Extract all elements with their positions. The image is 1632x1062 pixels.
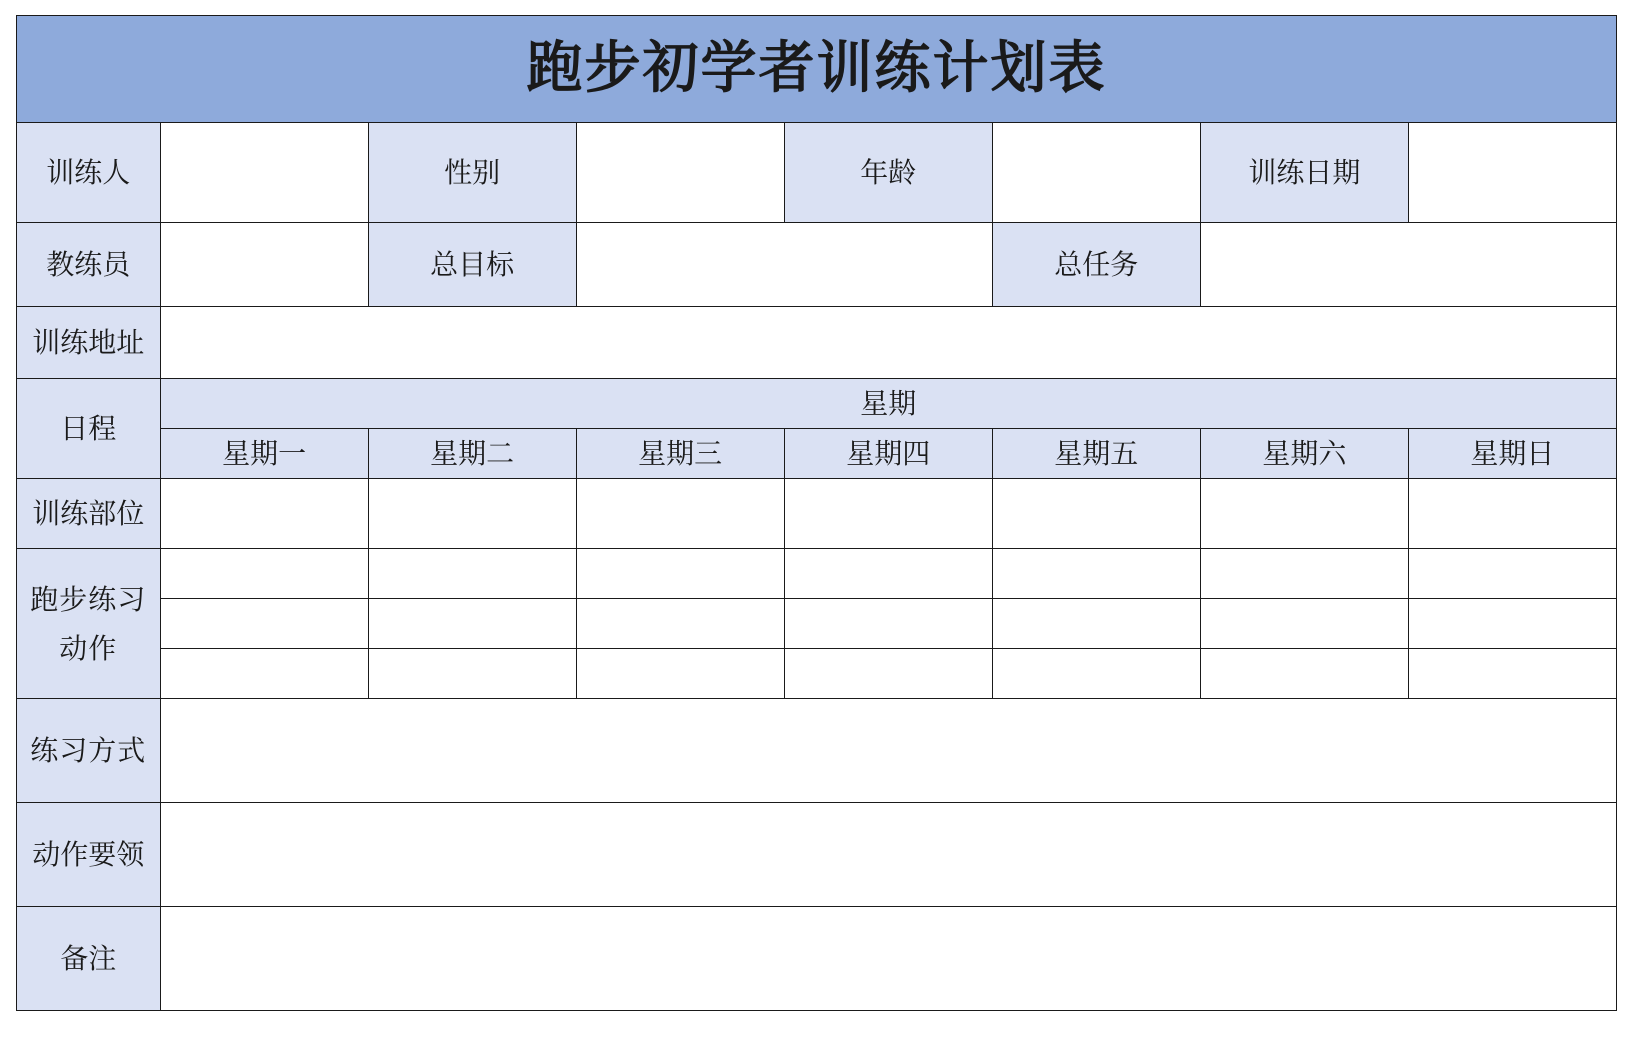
gender-field[interactable] xyxy=(576,123,784,223)
running-moves-cell[interactable] xyxy=(368,599,576,649)
running-moves-cell[interactable] xyxy=(784,649,992,699)
training-part-cell[interactable] xyxy=(576,479,784,549)
training-part-cell[interactable] xyxy=(160,479,368,549)
running-moves-label-line2: 动作 xyxy=(59,631,118,665)
running-moves-label-line1: 跑步练习 xyxy=(30,582,147,616)
notes-field[interactable] xyxy=(160,907,1616,1011)
training-part-cell[interactable] xyxy=(1200,479,1408,549)
running-moves-cell[interactable] xyxy=(1408,649,1616,699)
running-moves-cell[interactable] xyxy=(992,599,1200,649)
running-moves-cell[interactable] xyxy=(576,649,784,699)
running-moves-cell[interactable] xyxy=(784,599,992,649)
running-moves-cell[interactable] xyxy=(1200,549,1408,599)
training-part-cell[interactable] xyxy=(992,479,1200,549)
running-moves-cell[interactable] xyxy=(992,649,1200,699)
page-title: 跑步初学者训练计划表 xyxy=(17,16,1617,123)
running-moves-cell[interactable] xyxy=(576,549,784,599)
move-essentials-label: 动作要领 xyxy=(17,803,161,907)
training-part-cell[interactable] xyxy=(368,479,576,549)
training-part-label: 训练部位 xyxy=(17,479,161,549)
coach-field[interactable] xyxy=(160,223,368,307)
weekday-header: 星期日 xyxy=(1408,429,1616,479)
training-plan-table xyxy=(16,15,1617,1011)
training-part-cell[interactable] xyxy=(1408,479,1616,549)
overall-task-field[interactable] xyxy=(1200,223,1616,307)
weekday-header: 星期六 xyxy=(1200,429,1408,479)
practice-method-label: 练习方式 xyxy=(17,699,161,803)
weekday-header: 星期五 xyxy=(992,429,1200,479)
age-field[interactable] xyxy=(992,123,1200,223)
running-moves-cell[interactable] xyxy=(160,649,368,699)
overall-goal-field[interactable] xyxy=(576,223,992,307)
weekday-header: 星期四 xyxy=(784,429,992,479)
running-moves-cell[interactable] xyxy=(576,599,784,649)
schedule-label: 日程 xyxy=(17,379,161,479)
running-moves-cell[interactable] xyxy=(160,599,368,649)
gender-label: 性别 xyxy=(368,123,576,223)
trainee-label: 训练人 xyxy=(17,123,161,223)
running-moves-cell[interactable] xyxy=(1408,599,1616,649)
training-address-field[interactable] xyxy=(160,307,1616,379)
weekday-header: 星期二 xyxy=(368,429,576,479)
training-address-label: 训练地址 xyxy=(17,307,161,379)
running-moves-cell[interactable] xyxy=(160,549,368,599)
training-date-field[interactable] xyxy=(1408,123,1616,223)
trainee-field[interactable] xyxy=(160,123,368,223)
age-label: 年龄 xyxy=(784,123,992,223)
running-moves-label xyxy=(17,549,161,699)
move-essentials-field[interactable] xyxy=(160,803,1616,907)
training-date-label: 训练日期 xyxy=(1200,123,1408,223)
weekday-header: 星期三 xyxy=(576,429,784,479)
running-moves-cell[interactable] xyxy=(368,549,576,599)
weekday-header: 星期一 xyxy=(160,429,368,479)
week-header: 星期 xyxy=(160,379,1616,429)
coach-label: 教练员 xyxy=(17,223,161,307)
running-moves-cell[interactable] xyxy=(784,549,992,599)
overall-task-label: 总任务 xyxy=(992,223,1200,307)
running-moves-cell[interactable] xyxy=(368,649,576,699)
running-moves-cell[interactable] xyxy=(1200,649,1408,699)
running-moves-cell[interactable] xyxy=(992,549,1200,599)
overall-goal-label: 总目标 xyxy=(368,223,576,307)
training-part-cell[interactable] xyxy=(784,479,992,549)
running-moves-cell[interactable] xyxy=(1408,549,1616,599)
notes-label: 备注 xyxy=(17,907,161,1011)
practice-method-field[interactable] xyxy=(160,699,1616,803)
running-moves-cell[interactable] xyxy=(1200,599,1408,649)
